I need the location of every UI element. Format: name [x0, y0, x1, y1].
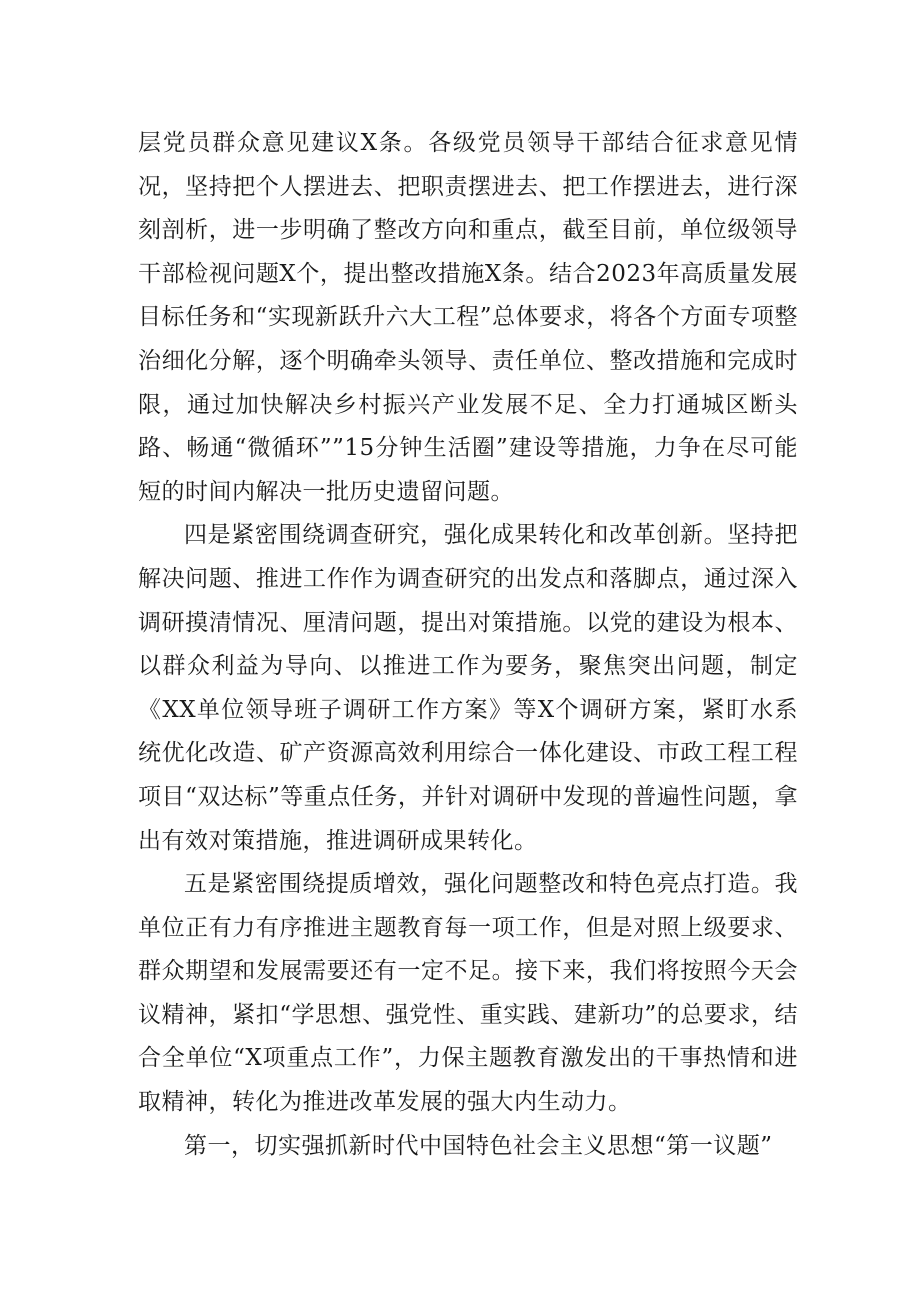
- document-body: [138, 122, 798, 1168]
- paragraph-four-research: 四是紧密围绕调查研究，强化成果转化和改革创新。坚持把解决问题、推进工作作为调查研究的出发点和落脚点，通过深入调研摸清情况、厘清问题，提出对策措施。以党的建设为根本、以群众利益为导向、以推进工作为要务，聚焦突出问题，制定《XX单位领导班子调研工作方案》等X个调研方案，紧盯水系统优化改造、矿产资源高效利用综合一体化建设、市政工程工程项目“双达标”等重点任务，并针对调研中发现的普遍性问题，拿出有效对策措施，推进调研成果转化。: [138, 522, 798, 854]
- paragraph-first-item: 第一，切实强抓新时代中国特色社会主义思想“第一议题”: [184, 1132, 773, 1159]
- paragraph-five-efficiency: 五是紧密围绕提质增效，强化问题整改和特色亮点打造。我单位正有力有序推进主题教育每一项工作，但是对照上级要求、群众期望和发展需要还有一定不足。接下来，我们将按照今天会议精神，紧扣“学思想、强党性、重实践、建新功”的总要求，结合全单位“X项重点工作”，力保主题教育激发出的干事热情和进取精神，转化为推进改革发展的强大内生动力。: [138, 871, 798, 1116]
- paragraph-continuation: 层党员群众意见建议X条。各级党员领导干部结合征求意见情况，坚持把个人摆进去、把职责摆进去、把工作摆进去，进行深刻剖析，进一步明确了整改方向和重点，截至目前，单位级领导干部检视问题X个，提出整改措施X条。结合2023年高质量发展目标任务和“实现新跃升六大工程”总体要求，将各个方面专项整治细化分解，逐个明确牵头领导、责任单位、整改措施和完成时限，通过加快解决乡村振兴产业发展不足、全力打通城区断头路、畅通“微循环””15分钟生活圈”建设等措施，力争在尽可能短的时间内解决一批历史遗留问题。: [138, 130, 798, 505]
